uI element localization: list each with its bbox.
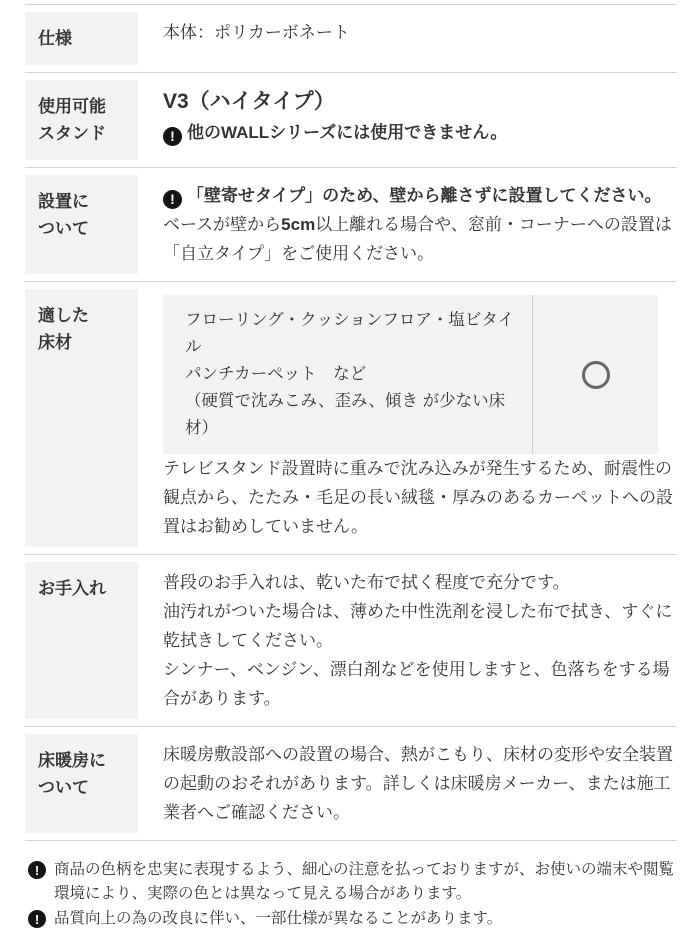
- row-body-material: [138, 5, 677, 72]
- care-line1: 普段のお手入れは、乾いた布で拭く程度で充分です。: [163, 573, 570, 592]
- row-header-label: 仕様: [38, 29, 72, 48]
- row-header-label-line2: スタンド: [38, 124, 106, 143]
- suitable-flooring-list: [163, 295, 532, 454]
- row-header-label-line2: 床材: [38, 333, 72, 352]
- installation-warning-line: [163, 181, 677, 210]
- row-body-floor-heating: [138, 727, 677, 840]
- row-header-label-line1: 床暖房に: [38, 751, 106, 770]
- warning-icon: !: [163, 190, 182, 209]
- row-header-label-line1: 適した: [38, 306, 89, 325]
- disclaimer-notes: [28, 858, 675, 931]
- row-body-flooring: [138, 282, 677, 554]
- flooring-line1: フローリング・クッションフロア・塩ビタイル: [185, 311, 515, 356]
- suitability-mark-cell: [532, 295, 658, 454]
- flooring-line3: （硬質で沈みこみ、歪み、傾き が少ない床材）: [185, 392, 506, 437]
- spec-row-installation: [25, 167, 677, 281]
- stand-warning-line: [163, 118, 677, 147]
- material-text: 本体：ポリカーボネート: [163, 23, 350, 42]
- spec-row-stand: [25, 72, 677, 167]
- installation-detail-after: 以上離れる場合や、窓前・コーナーへの設置は「自立タイプ」をご使用ください。: [163, 215, 672, 263]
- installation-warning-text: 「壁寄せタイプ」のため、壁から離さずに設置してください。: [187, 186, 662, 205]
- flooring-line2: パンチカーペット など: [185, 365, 367, 383]
- warning-icon: !: [163, 127, 182, 146]
- row-header-installation: [25, 175, 138, 274]
- row-body-stand: [138, 73, 677, 167]
- row-header-label-line1: 設置に: [38, 192, 89, 211]
- row-header-stand: [25, 80, 138, 160]
- disclaimer-note-text: 品質向上の為の改良に伴い、一部仕様が異なることがあります。: [54, 910, 503, 927]
- maru-circle-icon: [582, 361, 610, 389]
- row-body-installation: [138, 168, 677, 281]
- floor-heating-text: 床暖房敷設部への設置の場合、熱がこもり、床材の変形や安全装置の起動のおそれがあります。詳しくは床暖房メーカー、または施工業者へご確認ください。: [163, 745, 673, 822]
- suitable-flooring-box: [163, 295, 658, 454]
- warning-icon: !: [28, 910, 46, 928]
- disclaimer-note: [28, 858, 675, 906]
- disclaimer-note-text: 商品の色柄を忠実に表現するよう、細心の注意を払っておりますが、お使いの端末や閲覧環境により、実際の色とは異なって見える場合があります。: [54, 861, 675, 902]
- spec-row-flooring: [25, 281, 677, 554]
- installation-detail-before: ベースが壁から: [163, 215, 282, 234]
- row-body-care: [138, 555, 677, 726]
- spec-row-material: [25, 4, 677, 72]
- row-header-floor-heating: [25, 734, 138, 833]
- warning-icon: !: [28, 861, 46, 879]
- flooring-note-text: テレビスタンド設置時に重みで沈み込みが発生するため、耐震性の観点から、たたみ・毛足の長い絨毯・厚みのあるカーペットへの設置はお勧めしていません。: [163, 459, 673, 536]
- stand-model-value: V3（ハイタイプ）: [163, 90, 335, 113]
- row-header-material: [25, 12, 138, 65]
- disclaimer-note: [28, 907, 675, 931]
- product-spec-table: [25, 4, 677, 841]
- row-header-label-line2: ついて: [38, 778, 89, 797]
- stand-warning-text: 他のWALLシリーズには使用できません。: [187, 123, 508, 142]
- row-header-care: [25, 562, 138, 719]
- spec-row-care: [25, 554, 677, 726]
- row-header-label-line1: 使用可能: [38, 97, 106, 116]
- row-header-label: お手入れ: [38, 579, 106, 598]
- row-header-label-line2: ついて: [38, 219, 89, 238]
- installation-detail-bold: 5cm: [281, 215, 316, 234]
- installation-detail-text: [163, 210, 677, 268]
- care-line2: 油汚れがついた場合は、薄めた中性洗剤を浸した布で拭き、すぐに乾拭きしてください。: [163, 602, 673, 650]
- care-line3: シンナー、ベンジン、漂白剤などを使用しますと、色落ちをする場合があります。: [163, 660, 670, 708]
- spec-row-floor-heating: [25, 726, 677, 840]
- row-header-flooring: [25, 289, 138, 547]
